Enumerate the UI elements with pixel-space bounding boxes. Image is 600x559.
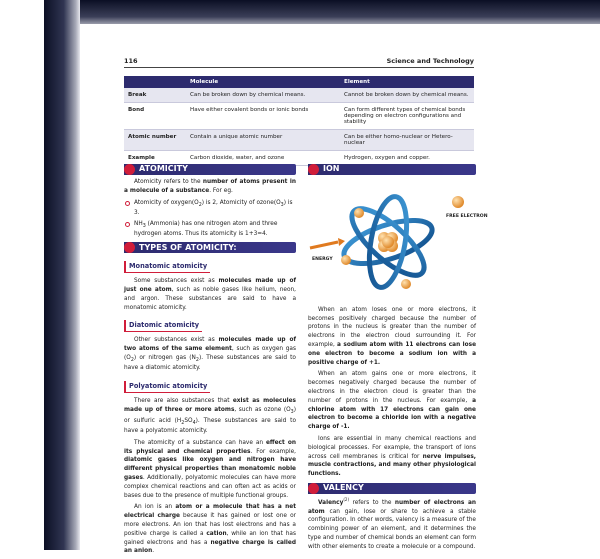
heading-bullet-icon — [124, 164, 135, 175]
table-header-row — [124, 76, 474, 88]
row-label: Atomic number — [124, 130, 186, 151]
atomicity-intro: Atomicity refers to the number of atoms present in a molecule of a substance. For eg. — [124, 179, 296, 194]
free-electron — [452, 196, 464, 208]
molecule-element-table — [124, 76, 474, 166]
ion-loss-paragraph: When an atom loses one or more electrons, it becomes positively charged because the number of protons in the nucleus is greater than the number of electrons in the electron cloud surrounding it. For example, a sodium atom with 11 electrons can lose one electron to become a sodium ion with a positive charge of +1. — [308, 306, 476, 366]
atomicity-title: ATOMICITY — [139, 164, 188, 174]
valency-heading — [308, 483, 476, 494]
row-label: Bond — [124, 103, 186, 130]
valency-title: VALENCY — [323, 483, 364, 493]
book-title: Science and Technology — [386, 57, 474, 65]
orbit-electron — [401, 279, 411, 289]
page-header — [124, 57, 474, 68]
ion-importance-paragraph: Ions are essential in many chemical reactions and biological processes. For example, the transport of ions across cell membranes is critical for nerve impulses, muscle contractions, and many other physiological functions. — [308, 435, 476, 478]
table-header-cell: Molecule — [186, 76, 340, 88]
element-cell: Can be either homo-nuclear or Hetero-nuclear — [340, 130, 474, 151]
orbit-electron — [341, 255, 351, 265]
valency-paragraph: Valency$^{(2)}$ refers to the number of electrons an atom can gain, lose or share to achieve a stable configuration. In other words, valency is a measure of the combining power of an element, and it determines the type and number of chemical bonds an element can form with other elements to create a molecule or a compound. — [308, 496, 476, 550]
energy-arrow — [310, 242, 338, 248]
heading-bullet-icon — [308, 164, 319, 175]
row-label: Break — [124, 88, 186, 103]
element-cell: Hydrogen, oxygen and copper. — [340, 151, 474, 166]
molecule-cell: Carbon dioxide, water, and ozone — [186, 151, 340, 166]
heading-bullet-icon — [124, 242, 135, 253]
list-item: $NH_3$ (Ammonia) has one nitrogen atom and three hydrogen atoms. Thus its atomicity is 1+3=4. — [124, 220, 296, 239]
monatomic-heading: Monatomic atomicity — [124, 261, 210, 273]
row-label: Example — [124, 151, 186, 166]
monatomic-paragraph: Some substances exist as molecules made up of just one atom, such as noble gases like helium, neon, and argon. These substances are said to have a monatomic atomicity. — [124, 278, 297, 311]
atomicity-examples — [124, 199, 296, 240]
free-electron-label: FREE ELECTRON — [446, 214, 488, 219]
ion-definition-paragraph: An ion is an atom or a molecule that has a net electrical charge because it has gained or lost one or more electrons. An ion that has lost electrons and has a positive charge is called a cation, while an ion that has gained electrons and has a negative charge is called an anion. — [124, 504, 296, 555]
diatomic-heading: Diatomic atomicity — [124, 320, 202, 332]
table-row — [124, 88, 474, 103]
types-title: TYPES OF ATOMICITY: — [139, 242, 237, 252]
ion-gain-paragraph: When an atom gains one or more electrons, it becomes negatively charged because the number of electrons in the electron cloud is greater than the number of protons in the nucleus. For example, a chlorine atom with 17 electrons can gain one electron to become a chloride ion with a negative charge of -1. — [308, 371, 476, 431]
atomicity-heading — [124, 164, 296, 175]
table-row — [124, 103, 474, 130]
types-heading — [124, 242, 296, 253]
ion-heading — [308, 164, 476, 175]
element-cell: Cannot be broken down by chemical means. — [340, 88, 474, 103]
book-spine-shadow-left — [44, 0, 80, 550]
table-row — [124, 130, 474, 151]
diatomic-paragraph: Other substances exist as molecules made up of two atoms of the same element, such as oxygen gas $(O_2)$ or nitrogen gas $(N_2)$. These substances are said to have a diatomic atomicity. — [124, 337, 296, 372]
molecule-cell: Can be broken down by chemical means. — [186, 88, 340, 103]
atom-ionization-illustration — [308, 180, 488, 298]
ion-title: ION — [323, 164, 340, 174]
orbit-electron — [354, 208, 364, 218]
right-column — [308, 164, 488, 555]
heading-bullet-icon — [308, 483, 319, 494]
element-cell: Can form different types of chemical bonds depending on electron configurations and stability — [340, 103, 474, 130]
polyatomic-paragraph: There are also substances that exist as molecules made up of three or more atoms, such as ozone $(O_3)$ or sulfuric acid $(H_2SO_4)$. These substances are said to have a polyatomic atomicity. — [124, 398, 296, 435]
page-number: 116 — [124, 57, 138, 65]
book-spine-shadow-top — [44, 0, 600, 24]
energy-label: ENERGY — [312, 257, 333, 262]
bullet-icon — [125, 222, 130, 227]
bullet-icon — [125, 201, 130, 206]
polyatomic-heading: Polyatomic atomicity — [124, 381, 210, 393]
effect-paragraph: The atomicity of a substance can have an effect on its physical and chemical properties. For example, diatomic gases like oxygen and nitrogen have different physical properties than monatomic noble gases. Additionally, polyatomic molecules can have more complex chemical reactions and can often act as acids or bases due to the presence of multiple functional groups. — [124, 439, 296, 499]
table-header-cell — [124, 76, 186, 88]
nucleus — [378, 232, 398, 252]
table-header-cell: Element — [340, 76, 474, 88]
molecule-cell: Have either covalent bonds or ionic bonds — [186, 103, 340, 130]
list-item: Atomicity of $oxygen(O_2)$ is 2, Atomicity of $ozone(O_3)$ is 3. — [124, 199, 296, 218]
molecule-cell: Contain a unique atomic number — [186, 130, 340, 151]
left-column — [124, 164, 296, 559]
